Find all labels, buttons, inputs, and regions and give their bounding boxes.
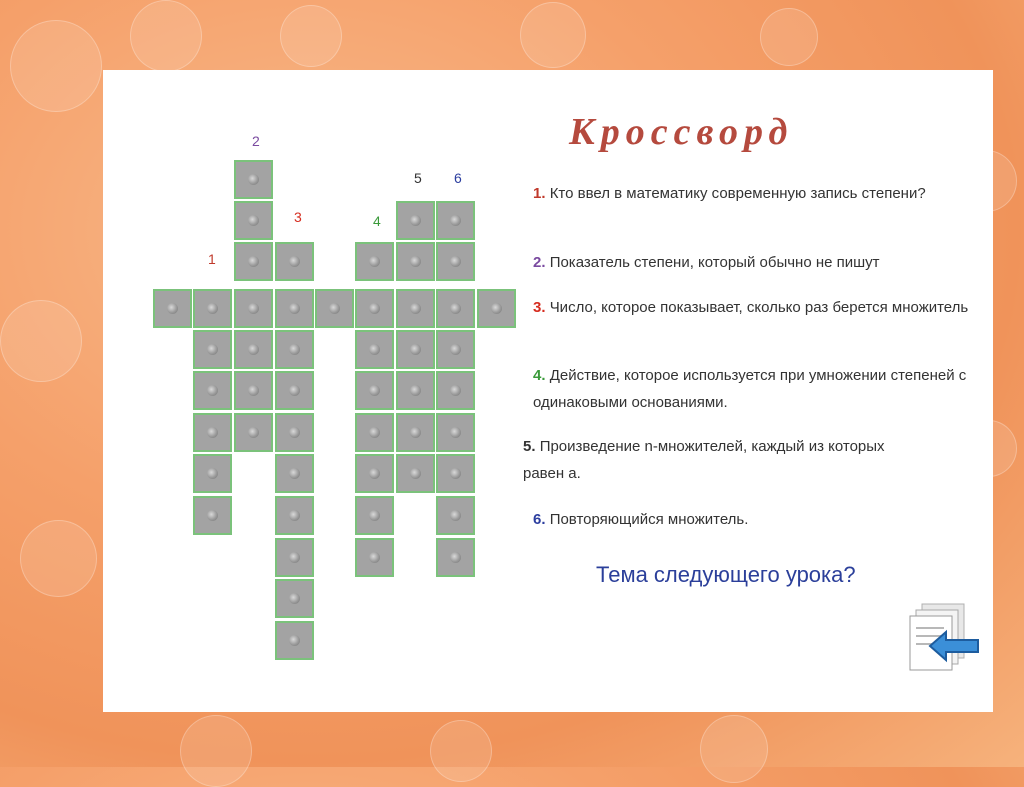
crossword-cell[interactable] [234, 289, 273, 328]
crossword-cell[interactable] [234, 160, 273, 199]
clue-text: Повторяющийся множитель. [549, 511, 749, 528]
clue-number: 6. [533, 511, 546, 528]
crossword-cell[interactable] [234, 330, 273, 369]
crossword-cell[interactable] [396, 289, 435, 328]
background-bubble [130, 0, 202, 72]
word-number-5: 5 [414, 170, 422, 186]
clue-text: Показатель степени, который обычно не пишут [549, 254, 880, 271]
crossword-cell[interactable] [436, 413, 475, 452]
clue-2 [533, 249, 983, 276]
crossword-cell[interactable] [355, 454, 394, 493]
clue-number: 1. [533, 185, 546, 202]
background-bubble [520, 2, 586, 68]
crossword-cell[interactable] [153, 289, 192, 328]
crossword-cell[interactable] [355, 413, 394, 452]
crossword-title: Кроссворд [569, 111, 794, 153]
crossword-cell[interactable] [234, 413, 273, 452]
background-bubble [180, 715, 252, 787]
crossword-cell[interactable] [355, 371, 394, 410]
clue-number: 5. [523, 438, 536, 455]
next-lesson-question: Тема следующего урока? [596, 562, 856, 587]
word-number-1: 1 [208, 251, 216, 267]
crossword-cell[interactable] [275, 242, 314, 281]
crossword-cell[interactable] [436, 330, 475, 369]
crossword-cell[interactable] [355, 289, 394, 328]
crossword-cell[interactable] [436, 454, 475, 493]
word-number-3: 3 [294, 209, 302, 225]
background-bubble [10, 20, 102, 112]
crossword-cell[interactable] [275, 579, 314, 618]
back-arrow-icon [908, 602, 980, 674]
clue-number: 4. [533, 367, 546, 384]
crossword-cell[interactable] [436, 201, 475, 240]
clue-number: 2. [533, 254, 546, 271]
crossword-cell[interactable] [193, 330, 232, 369]
crossword-cell[interactable] [234, 201, 273, 240]
background-bubble [0, 300, 82, 382]
crossword-cell[interactable] [396, 454, 435, 493]
crossword-cell[interactable] [275, 454, 314, 493]
clue-number: 3. [533, 299, 546, 316]
crossword-cell[interactable] [355, 242, 394, 281]
clue-text: Кто ввел в математику современную запись степени? [549, 185, 926, 202]
crossword-cell[interactable] [396, 242, 435, 281]
clue-text: Произведение n-множителей, каждый из которых равен а. [523, 438, 885, 482]
clue-1 [533, 180, 953, 207]
crossword-cell[interactable] [193, 289, 232, 328]
background-bubble [20, 520, 97, 597]
crossword-cell[interactable] [436, 538, 475, 577]
crossword-cell[interactable] [436, 371, 475, 410]
crossword-cell[interactable] [436, 289, 475, 328]
crossword-cell[interactable] [193, 413, 232, 452]
crossword-cell[interactable] [477, 289, 516, 328]
clue-6 [533, 506, 983, 533]
crossword-cell[interactable] [315, 289, 354, 328]
clue-text: Число, которое показывает, сколько раз берется множитель [549, 299, 969, 316]
clue-4 [533, 362, 983, 416]
crossword-cell[interactable] [355, 496, 394, 535]
crossword-cell[interactable] [193, 454, 232, 493]
crossword-cell[interactable] [355, 330, 394, 369]
crossword-cell[interactable] [234, 242, 273, 281]
back-button[interactable] [908, 602, 980, 674]
background-bubble [760, 8, 818, 66]
crossword-cell[interactable] [396, 371, 435, 410]
crossword-cell[interactable] [275, 289, 314, 328]
crossword-cell[interactable] [275, 371, 314, 410]
word-number-4: 4 [373, 213, 381, 229]
crossword-cell[interactable] [275, 538, 314, 577]
crossword-cell[interactable] [275, 496, 314, 535]
clue-text: Действие, которое используется при умножении степеней с одинаковыми основаниями. [533, 367, 967, 411]
crossword-cell[interactable] [193, 371, 232, 410]
crossword-cell[interactable] [436, 496, 475, 535]
crossword-cell[interactable] [193, 496, 232, 535]
crossword-cell[interactable] [396, 413, 435, 452]
crossword-cell[interactable] [275, 621, 314, 660]
word-number-2: 2 [252, 133, 260, 149]
background-bubble [700, 715, 768, 783]
crossword-cell[interactable] [396, 330, 435, 369]
crossword-cell[interactable] [275, 330, 314, 369]
word-number-6: 6 [454, 170, 462, 186]
crossword-cell[interactable] [355, 538, 394, 577]
crossword-cell[interactable] [396, 201, 435, 240]
clue-5 [523, 433, 923, 487]
background-bubble [280, 5, 342, 67]
crossword-cell[interactable] [275, 413, 314, 452]
crossword-cell[interactable] [234, 371, 273, 410]
slide-panel [103, 70, 993, 712]
crossword-cell[interactable] [436, 242, 475, 281]
clue-3 [533, 294, 973, 321]
background-bubble [430, 720, 492, 782]
